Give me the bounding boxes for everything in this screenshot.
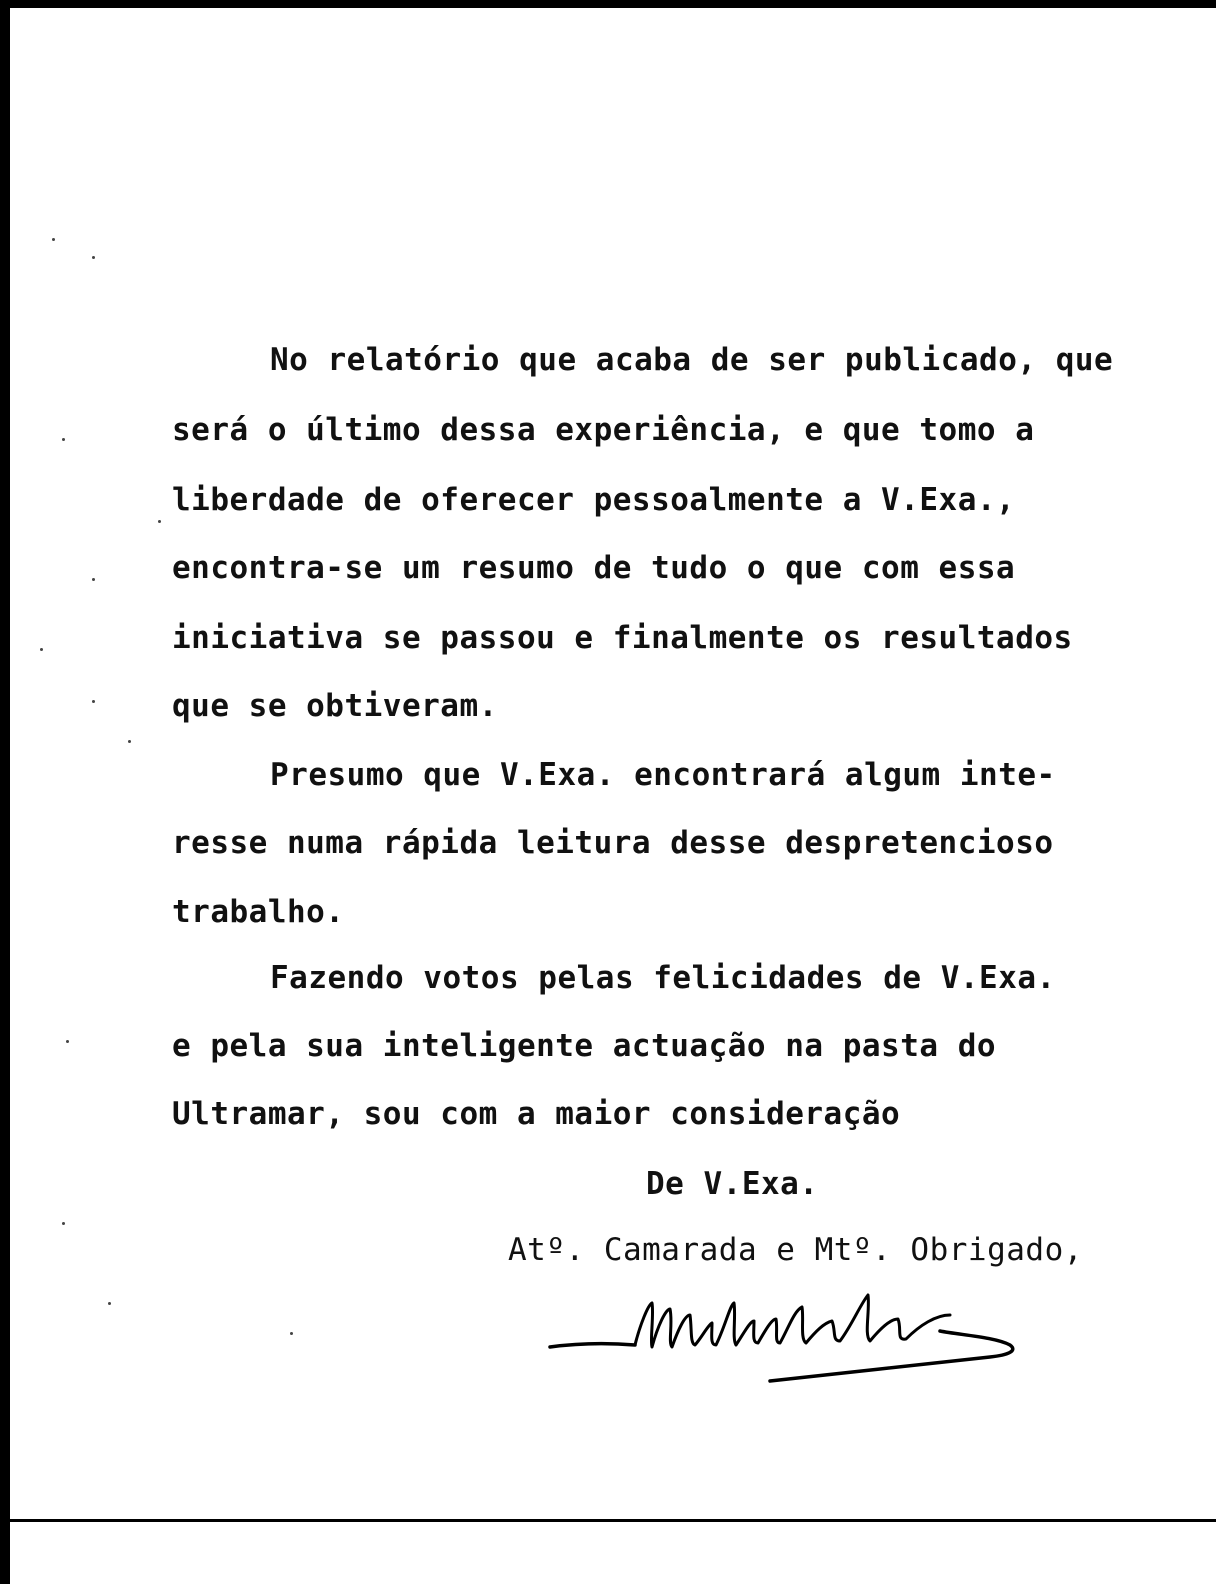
paragraph-1-line-6: que se obtiveram. [172,688,498,724]
paragraph-2-line-3: trabalho. [172,894,345,930]
scan-speck [128,740,131,743]
scan-speck [52,238,55,241]
scan-speck [92,578,95,581]
paragraph-1-line-3: liberdade de oferecer pessoalmente a V.Exa., [172,482,1016,518]
page-border-left [0,0,10,1584]
scan-speck [66,1040,69,1043]
paragraph-3-line-3: Ultramar, sou com a maior consideração [172,1096,901,1132]
scan-speck [92,256,95,259]
paragraph-1-line-4: encontra-se um resumo de tudo o que com essa [172,550,1016,586]
paragraph-1-line-1: No relatório que acaba de ser publicado, que [270,342,1114,378]
paragraph-2-line-1: Presumo que V.Exa. encontrará algum inte- [270,757,1056,793]
scan-speck [92,700,95,703]
scan-speck [40,648,43,651]
paragraph-3-line-2: e pela sua inteligente actuação na pasta do [172,1028,997,1064]
scan-speck [158,520,161,523]
paragraph-2-line-2: resse numa rápida leitura desse despretencioso [172,825,1054,861]
page-border-top [0,0,1216,8]
scan-speck [108,1302,111,1305]
scan-speck [62,438,65,441]
handwritten-signature [540,1285,1040,1415]
page-bottom-rule [0,1519,1216,1522]
scan-speck [290,1332,293,1335]
paragraph-1-line-2: será o último dessa experiência, e que tomo a [172,412,1035,448]
closing-regards: Atº. Camarada e Mtº. Obrigado, [508,1232,1083,1268]
paragraph-3-line-1: Fazendo votos pelas felicidades de V.Exa. [270,960,1056,996]
closing-salutation: De V.Exa. [646,1166,819,1202]
scan-speck [62,1222,65,1225]
paragraph-1-line-5: iniciativa se passou e finalmente os resultados [172,620,1073,656]
